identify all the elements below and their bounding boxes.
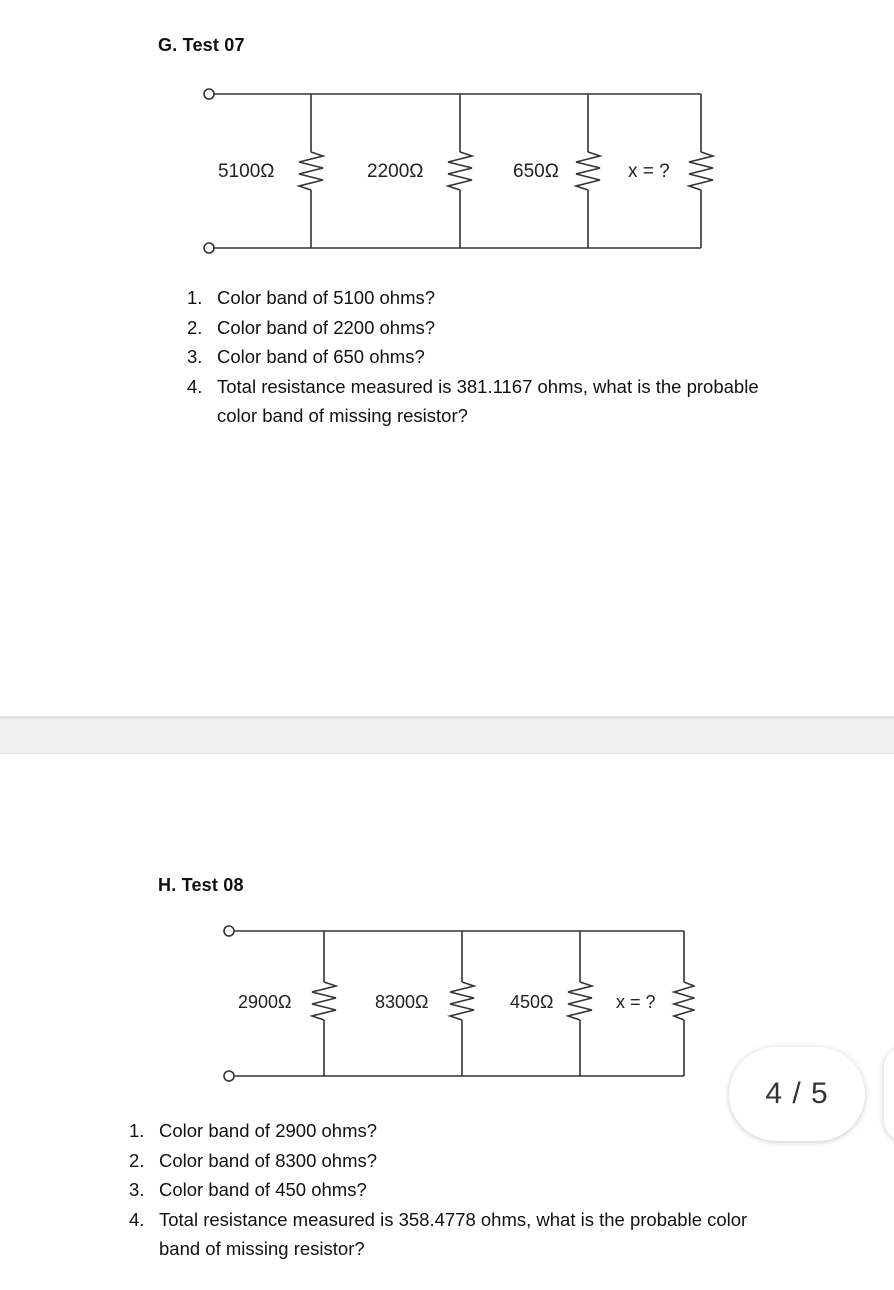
question-item: 4. Total resistance measured is 381.1167 ohms, what is the probable color band of missing resistor?	[187, 375, 759, 426]
question-item: 2. Color band of 2200 ohms?	[187, 316, 436, 338]
question-item: 2. Color band of 8300 ohms?	[129, 1149, 378, 1171]
resistor-branch-2	[448, 94, 472, 248]
resistor-branch-4	[689, 94, 713, 248]
document-page-5	[0, 754, 894, 1290]
question-item: 4. Total resistance measured is 358.4778 ohms, what is the probable color band of missing resistor?	[129, 1208, 748, 1259]
resistor-branch-1	[312, 931, 336, 1076]
question-list-g	[187, 283, 867, 431]
section-heading-g: G. Test 07	[158, 35, 245, 55]
question-item: 3. Color band of 450 ohms?	[129, 1179, 367, 1200]
resistor-label-4: x = ?	[616, 992, 656, 1012]
resistor-branch-4	[674, 931, 694, 1076]
resistor-branch-1	[299, 94, 323, 248]
resistor-branch-2	[450, 931, 474, 1076]
question-item: 3. Color band of 650 ohms?	[187, 346, 425, 367]
terminal-bottom	[224, 1071, 234, 1081]
resistor-label-2: 8300Ω	[375, 992, 429, 1012]
page-indicator[interactable]	[729, 1047, 865, 1141]
resistor-label-3: 450Ω	[510, 992, 554, 1012]
page-separator	[0, 716, 894, 754]
question-list-h	[129, 1116, 849, 1264]
resistor-label-1: 5100Ω	[218, 161, 275, 182]
resistor-branch-3	[568, 931, 592, 1076]
terminal-bottom	[204, 243, 214, 253]
resistor-label-3: 650Ω	[513, 161, 559, 182]
parallel-circuit-test-08	[215, 918, 695, 1088]
terminal-top	[204, 89, 214, 99]
resistor-label-4: x = ?	[628, 161, 670, 182]
question-item: 1. Color band of 5100 ohms?	[187, 287, 436, 308]
section-heading-h: H. Test 08	[158, 875, 244, 895]
parallel-circuit-test-07	[195, 80, 715, 260]
terminal-top	[224, 926, 234, 936]
zoom-control-button[interactable]	[884, 1047, 894, 1141]
page-indicator-label: 4 / 5	[765, 1077, 829, 1110]
resistor-branch-3	[576, 94, 600, 248]
resistor-label-1: 2900Ω	[238, 992, 292, 1012]
question-item: 1. Color band of 2900 ohms?	[129, 1120, 378, 1141]
resistor-label-2: 2200Ω	[367, 161, 424, 182]
